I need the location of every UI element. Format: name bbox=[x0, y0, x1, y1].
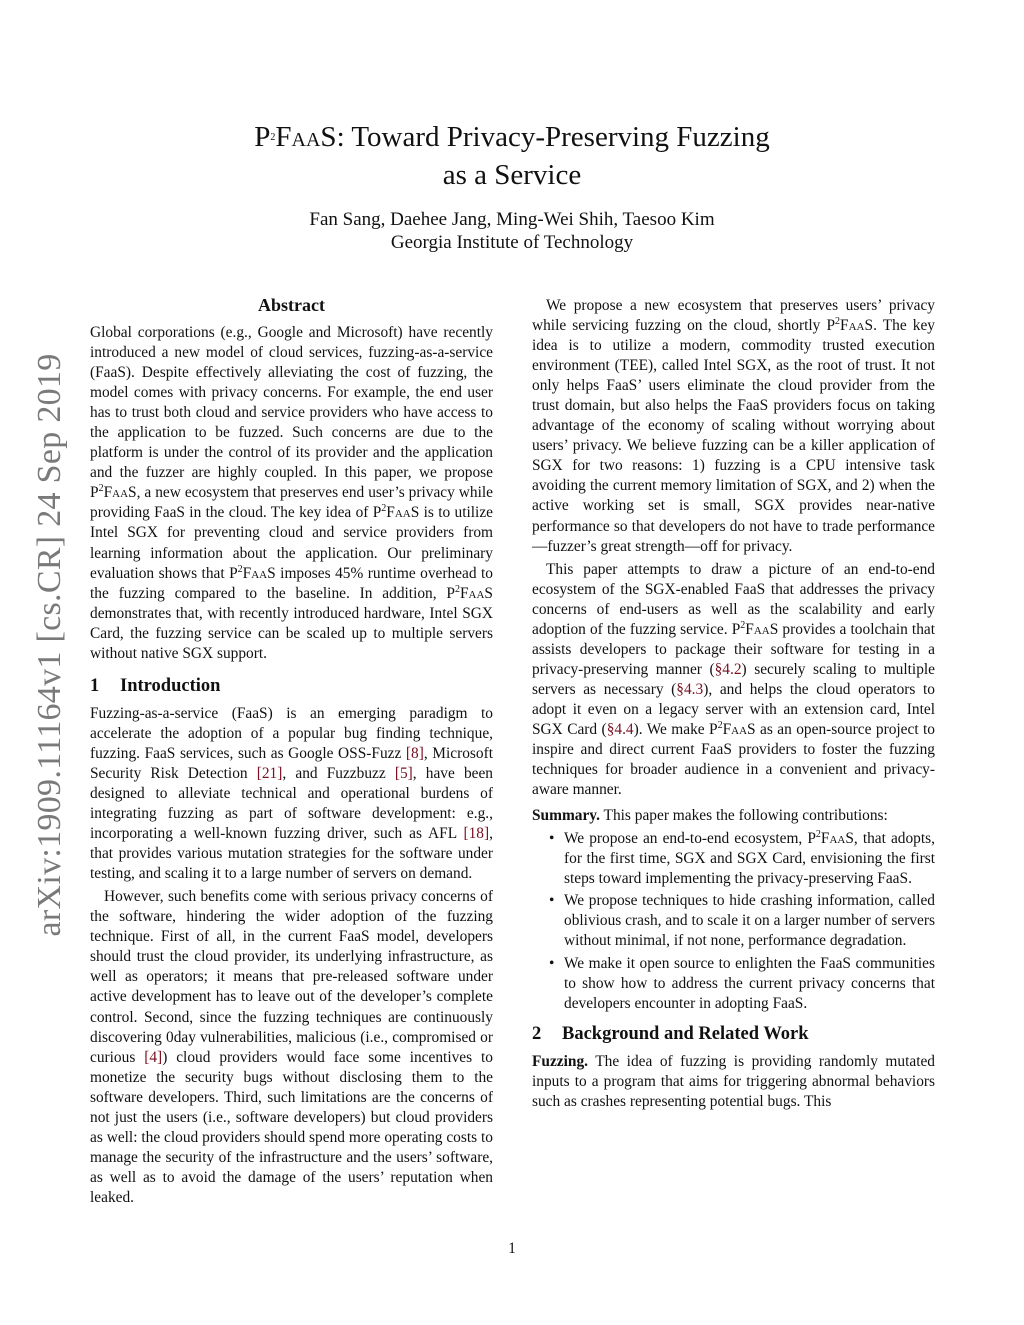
intro-paragraph-2: However, such benefits come with serious privacy concerns of the software, hindering the wider adoption of the fuzzing technique. First of all, in the current FaaS model, developers should trust the cloud provider, its underlying infrastructure, as well as operators; it means that pre-released software under active development has to leave out of the developer’s complete control. Second, since the fuzzing techniques are continuously discovering 0day vulnerabilities, malicious (i.e., compromised or curious [4]) cloud providers would face some incentives to monetize the security bugs without disclosing them to the software developers. Third, such limitations are the concerns of not just the users (i.e., software developers) but cloud providers as well: the cloud providers should spend more operating costs to manage the security of the infrastructure and the users’ software, as well as to avoid the damage of the users’ reputation when leaked. bbox=[90, 888, 493, 1206]
paper-title-line2: as a Service bbox=[442, 159, 582, 191]
arxiv-identifier: arXiv:1909.11164v1 [cs.CR] 24 Sep 2019 bbox=[31, 353, 68, 937]
section-ref-link[interactable]: §4.4 bbox=[606, 720, 634, 738]
section-heading-background: 2 Background and Related Work bbox=[532, 1023, 809, 1044]
affiliation: Georgia Institute of Technology bbox=[390, 232, 634, 253]
intro-paragraph-1: Fuzzing-as-a-service (FaaS) is an emerging paradigm to accelerate the adoption of a popular bug finding technique, fuzzing. FaaS services, such as Google OSS-Fuzz [8], Microsoft Security Risk Detection [21], and Fuzzbuzz [5], have been designed to alleviate technical and operational burdens of integrating fuzzing as part of software development: e.g., incorporating a well-known fuzzing driver, such as AFL [18], that provides various mutation strategies for the software under testing, and scaling it to a large number of servers on demand. bbox=[90, 704, 493, 883]
fuzzing-label: Fuzzing. bbox=[532, 1052, 589, 1070]
abstract-body: Global corporations (e.g., Google and Microsoft) have recently introduced a new model of cloud services, fuzzing-as-a-service (FaaS). Despite effectively alleviating the cost of fuzzing, the model comes with privacy concerns. For example, the end user has to trust both cloud and service providers who have access to the application to be fuzzed. Such concerns are due to the platform is under the control of its provider and the application and the fuzzer are highly coupled. In this paper, we propose $P^2FaaS$, a new ecosystem that preserves end user’s privacy while providing FaaS in the cloud. The key idea of $P^2FaaS$ is to utilize Intel SGX for preventing cloud and service providers from learning information about the application. Our preliminary evaluation shows that $P^2FaaS$ imposes 45% runtime overhead to the fuzzing compared to the baseline. In addition, $P^2FaaS$ demonstrates that, with recently introduced hardware, Intel SGX Card, the fuzzing service can be scaled up to multiple servers without native SGX support. bbox=[90, 324, 493, 662]
list-item: • We make it open source to enlighten the FaaS communities to show how to address the current privacy concerns that developers encounter in adopting FaaS. bbox=[549, 954, 935, 1012]
contributions-list bbox=[532, 829, 935, 1013]
right-column bbox=[532, 296, 935, 1112]
list-item: • We propose an end-to-end ecosystem, $P^2FaaS$, that adopts, for the first time, SGX and SGX Card, envisioning the first steps toward implementing the privacy-preserving FaaS. bbox=[549, 829, 935, 888]
citation-link[interactable]: [8] bbox=[405, 744, 424, 762]
summary-label: Summary. bbox=[532, 807, 600, 825]
section-ref-link[interactable]: §4.3 bbox=[676, 680, 704, 698]
bullet-icon: • bbox=[549, 954, 555, 972]
citation-link[interactable]: [5] bbox=[394, 764, 413, 782]
paper-header bbox=[0, 118, 1024, 254]
left-column bbox=[90, 292, 493, 1208]
arxiv-sidebar bbox=[30, 350, 70, 940]
citation-link[interactable]: [18] bbox=[463, 825, 490, 843]
bullet-icon: • bbox=[549, 892, 555, 910]
title-rest: : Toward Privacy-Preserving Fuzzing bbox=[336, 121, 770, 153]
author-list: Fan Sang, Daehee Jang, Ming-Wei Shih, Taesoo Kim bbox=[309, 209, 715, 230]
paper-title bbox=[0, 118, 1024, 156]
list-item: • We propose techniques to hide crashing information, called oblivious crash, and to scale it on a larger number of servers without minimal, if not none, performance degradation. bbox=[549, 892, 935, 950]
background-paragraph: Fuzzing. The idea of fuzzing is providing randomly mutated inputs to a program that aims for triggering abnormal behaviors such as crashes representing potential bugs. This bbox=[532, 1052, 935, 1110]
section-ref-link[interactable]: §4.2 bbox=[714, 660, 742, 678]
title-sup: 2 bbox=[270, 132, 276, 143]
page-number: 1 bbox=[508, 1240, 516, 1257]
summary-paragraph: Summary. This paper makes the following contributions: bbox=[532, 807, 888, 825]
citation-link[interactable]: [21] bbox=[256, 764, 283, 782]
citation-link[interactable]: [4] bbox=[144, 1048, 163, 1066]
intro-paragraph-3: We propose a new ecosystem that preserves users’ privacy while servicing fuzzing on the cloud, shortly $P^2FaaS$. The key idea is to utilize a modern, commodity trusted execution environment (TEE), called Intel SGX, as the root of trust. It not only helps FaaS’ users eliminate the cloud provider from the trust domain, but also helps the FaaS providers focus on taking advantage of the economy of scaling without worrying about users’ privacy. We believe fuzzing can be a killer application of SGX for two reasons: 1) fuzzing is a CPU intensive task avoiding the current memory limitation of SGX, and 2) when the active working set is small, SGX provides near-native performance so that developers do not have to trade performance—fuzzer’s great strength—off for privacy. bbox=[532, 297, 935, 555]
abstract-heading: Abstract bbox=[258, 295, 325, 315]
title-faas: FaaS bbox=[275, 121, 337, 153]
section-heading-introduction: 1 Introduction bbox=[90, 675, 221, 696]
title-p: P bbox=[254, 121, 271, 153]
bullet-icon: • bbox=[549, 830, 555, 848]
intro-paragraph-4: This paper attempts to draw a picture of an end-to-end ecosystem of the SGX-enabled FaaS that addresses the privacy concerns of end-users as well as the scalability and early adoption of the fuzzing service. $P^2FaaS$ provides a toolchain that assists developers to package their software for testing in a privacy-preserving manner (§4.2) securely scaling to multiple servers as necessary (§4.3), and helps the cloud operators to adopt it even on a legacy server with an extension card, Intel SGX Card (§4.4). We make $P^2FaaS$ as an open-source project to inspire and direct current FaaS providers to foster the fuzzing techniques for broader audience in a convenient and privacy-aware manner. bbox=[532, 560, 936, 799]
